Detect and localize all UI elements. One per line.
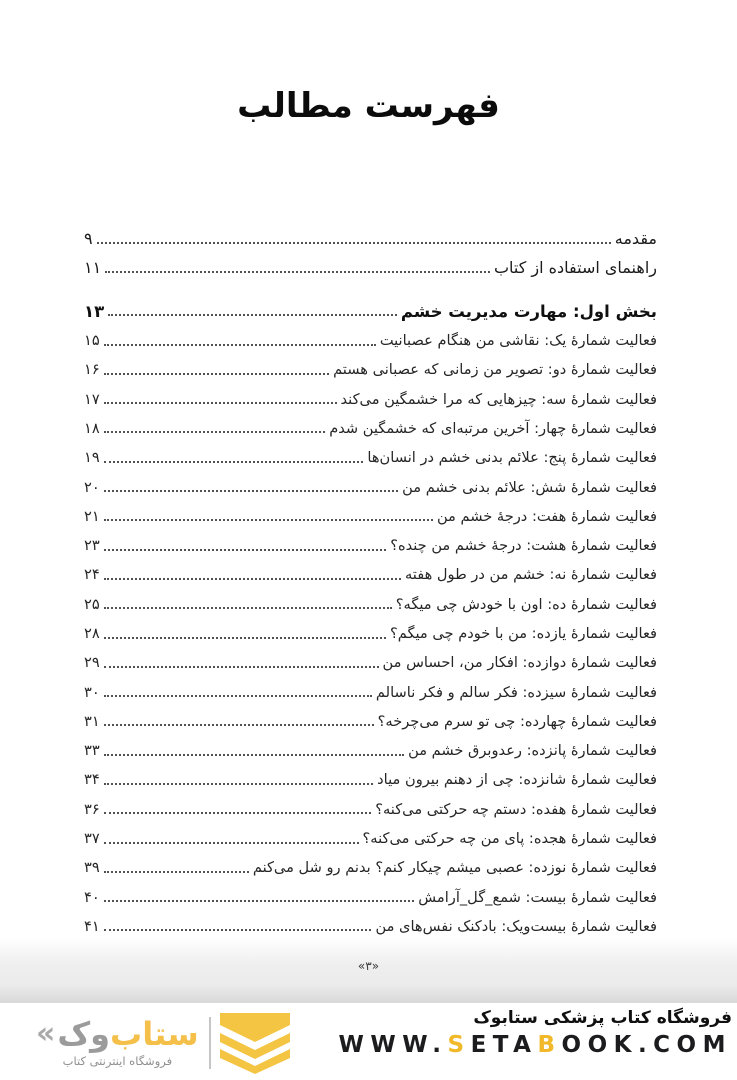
toc-entry [84,472,657,501]
url-segment: S [447,1032,471,1058]
toc-entry-page: ۲۳ [84,537,100,555]
toc-entry-label: فعالیت شمارۀ چهارده: چی تو سرم می‌چرخه؟ [377,712,657,730]
dot-leader [104,900,415,902]
toc-entry-page: ۱۱ [84,258,102,278]
toc-entry-label: فعالیت شمارۀ نه: خشم من در طول هفته [404,566,657,584]
dot-leader [104,431,326,433]
toc-entry-page: ۲۸ [84,625,100,642]
url-segment: B [537,1032,562,1058]
toc-entry-label: فعالیت شمارۀ بیست‌ویک: بادکنک نفس‌های من [375,917,657,935]
logo-wordmark-yellow: ستاب [110,1015,199,1053]
toc-entry [84,795,657,824]
toc-entry-label: فعالیت شمارۀ شانزده: چی از دهنم بیرون میاد [377,771,657,789]
logo-wordmark-gray: وک [57,1015,111,1053]
toc-entry-page: ۱۸ [84,419,100,437]
dot-leader [104,461,364,463]
toc-entry-label: فعالیت شمارۀ هشت: درجۀ خشم من چنده؟ [390,537,657,555]
website-url [339,1032,733,1058]
toc-entry [84,648,657,677]
toc-entry-label: فعالیت شمارۀ یک: نقاشی من هنگام عصبانیت [379,332,657,350]
toc-entry-label: راهنمای استفاده از کتاب [493,258,657,278]
toc-entry [84,824,657,853]
toc-entry [84,384,657,413]
toc-entry [84,707,657,736]
url-segment: ETA [470,1032,538,1058]
toc-entry [84,590,657,619]
toc-entry [84,326,657,355]
toc-entry-label: فعالیت شمارۀ بیست: شمع_گل_آرامش [418,888,657,906]
dot-leader [108,314,397,316]
dot-leader [104,549,387,551]
footer-text-block [339,1008,733,1058]
toc-entry-label: فعالیت شمارۀ سه: چیزهایی که مرا خشمگین می‌کند [340,390,657,408]
toc-entry-label: فعالیت شمارۀ سیزده: فکر سالم و فکر ناسالم [375,683,657,701]
dot-leader [104,402,337,404]
toc-entry [84,443,657,472]
toc-entry-page: ۲۵ [84,595,100,613]
toc-entry [84,560,657,589]
toc-entry [84,355,657,384]
toc-entry-page: ۱۵ [84,332,100,350]
dot-leader [104,754,404,756]
toc-entry [84,297,657,326]
toc-entry-label: بخش اول: مهارت مدیریت خشم [400,301,657,321]
toc-entry-page: ۹ [84,229,93,249]
table-of-contents [84,224,657,941]
toc-entry-label: فعالیت شمارۀ پنج: علائم بدنی خشم در انسان‌ها [367,449,657,467]
toc-entry-label: فعالیت شمارۀ چهار: آخرین مرتبه‌ای که خشمگین شدم [329,419,657,437]
logo-divider [209,1017,211,1069]
dot-leader [104,783,373,785]
dot-leader [104,724,374,726]
toc-entry [84,502,657,531]
toc-entry-page: ۱۹ [84,449,100,467]
toc-entry-label: فعالیت شمارۀ پانزده: رعدوبرق خشم من [408,742,657,760]
logo-tagline: فروشگاه اینترنتی کتاب [62,1054,173,1068]
toc-entry-label: فعالیت شمارۀ دوازده: افکار من، احساس من [382,654,657,672]
dot-leader [104,871,249,873]
toc-entry-label: فعالیت شمارۀ نوزده: عصبی میشم چیکار کنم؟ بدنم رو شل می‌کنم [252,859,657,877]
toc-entry-page: ۳۶ [84,800,100,818]
toc-entry [84,224,657,253]
dot-leader [97,242,611,244]
toc-entry-label: فعالیت شمارۀ هفده: دستم چه حرکتی می‌کنه؟ [375,800,657,818]
toc-entry [84,912,657,941]
toc-entry-page: ۱۳ [84,301,105,321]
toc-entry-page: ۲۱ [84,507,100,525]
toc-entry-page: ۳۴ [84,771,100,789]
toc-entry-page: ۱۷ [84,390,100,408]
double-chevron-icon [219,1012,291,1074]
toc-entry-label: فعالیت شمارۀ هجده: پای من چه حرکتی می‌کنه؟ [362,830,657,848]
toc-entry-page: ۳۰ [84,683,100,701]
toc-entry [84,619,657,648]
toc-entry [84,883,657,912]
dot-leader [104,812,372,814]
footer-banner [0,1003,737,1080]
logo-wordmark [36,1015,199,1053]
url-segment: OOK.COM [561,1032,732,1058]
toc-entry [84,853,657,882]
dot-leader [104,344,376,346]
dot-leader [104,519,433,521]
url-segment: WWW. [338,1032,448,1058]
dot-leader [104,637,386,639]
toc-entry [84,677,657,706]
dot-leader [104,842,359,844]
page-title: فهرست مطالب [237,86,500,126]
toc-entry-label: مقدمه [614,229,657,249]
logo-guillemet: « [36,1016,56,1051]
toc-entry-label: فعالیت شمارۀ دو: تصویر من زمانی که عصبانی هستم [333,361,657,379]
toc-entry-page: ۳۱ [84,712,100,730]
dot-leader [105,271,490,273]
toc-entry-page: ۲۰ [84,478,100,496]
setabook-logo [36,1012,291,1074]
toc-entry-page: ۳۹ [84,859,100,877]
dot-leader [104,929,372,931]
toc-entry [84,414,657,443]
toc-entry-page: ۲۴ [84,566,100,584]
dot-leader [104,695,372,697]
toc-entry [84,736,657,765]
toc-entry-label: فعالیت شمارۀ یازده: من با خودم چی میگم؟ [390,625,657,642]
toc-entry-page: ۳۳ [84,742,100,760]
page-bottom-shadow [0,938,737,1003]
toc-entry [84,765,657,794]
toc-entry [84,253,657,282]
toc-entry-page: ۴۰ [84,888,100,906]
store-name-line: فروشگاه کتاب پزشکی ستابوک [473,1008,732,1028]
toc-entry-page: ۳۷ [84,830,100,848]
toc-entry-page: ۲۹ [84,654,100,672]
toc-entry [84,531,657,560]
dot-leader [104,490,398,492]
toc-entry-page: ۱۶ [84,361,100,379]
logo-wordmark-block [36,1015,199,1068]
dot-leader [104,666,379,668]
toc-entry-page: ۴۱ [84,917,100,935]
page-number: «۳» [357,959,380,973]
dot-leader [104,578,401,580]
dot-leader [104,373,329,375]
toc-entry-label: فعالیت شمارۀ شش: علائم بدنی خشم من [402,478,657,496]
toc-entry-label: فعالیت شمارۀ ده: اون با خودش چی میگه؟ [395,595,657,613]
toc-entry-label: فعالیت شمارۀ هفت: درجۀ خشم من [436,507,657,525]
dot-leader [104,607,392,609]
